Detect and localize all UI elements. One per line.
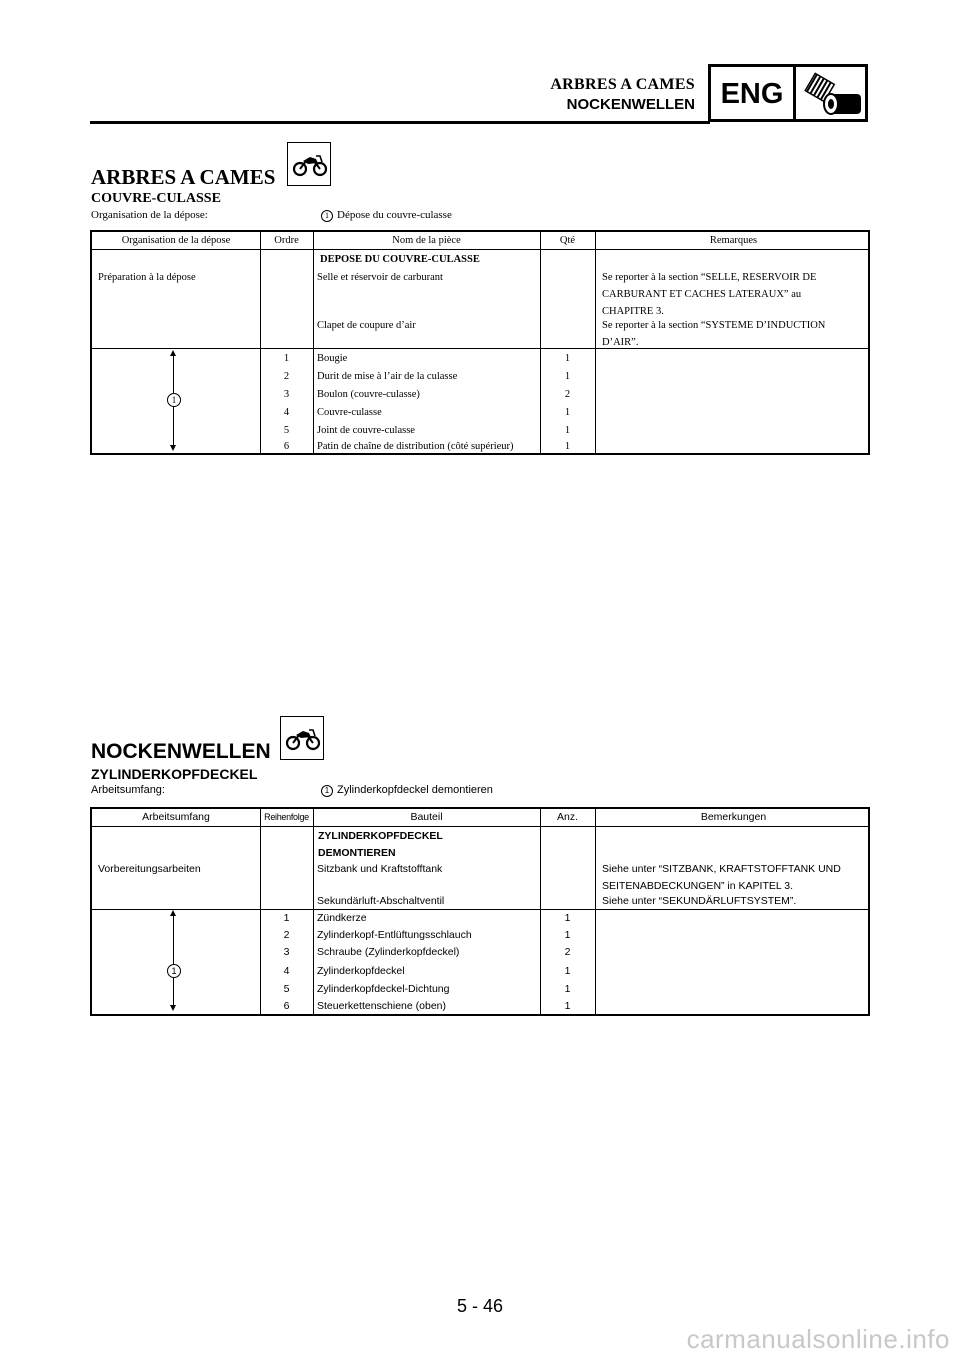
row-part: Zylinderkopf-Entlüftungsschlauch [317, 929, 472, 941]
section-title-fr: ARBRES A CAMES [91, 165, 276, 189]
bracket-arrow-down [170, 445, 176, 451]
section-code: ENG [720, 78, 784, 110]
prep-item: Sitzbank und Kraftstofftank [317, 863, 443, 875]
scope-label-fr: Organisation de la dépose: [91, 209, 208, 221]
row-part: Joint de couvre-culasse [317, 425, 415, 436]
header-title-fr: ARBRES A CAMES [550, 76, 695, 93]
section-tab [708, 64, 868, 122]
prep-heading: DEPOSE DU COUVRE-CULASSE [320, 254, 480, 265]
scope-label-de: Arbeitsumfang: [91, 784, 165, 796]
scope-number-de: 1 [321, 785, 333, 797]
row-part: Durit de mise à l’air de la culasse [317, 371, 458, 382]
prep-item: Selle et réservoir de carburant [317, 272, 443, 283]
header-rule [90, 121, 710, 124]
column-divider [595, 232, 596, 453]
col-header-qte: Qté [559, 235, 576, 246]
row-qty: 1 [564, 353, 571, 364]
row-order: 3 [283, 946, 290, 958]
row-order: 2 [283, 929, 290, 941]
col-header-bauteil: Bauteil [410, 811, 443, 823]
bracket-number: 1 [167, 964, 181, 978]
scope-number-fr: 1 [321, 210, 333, 222]
page-number: 5 - 46 [456, 1296, 504, 1316]
camshaft-icon [801, 70, 867, 123]
row-order: 1 [283, 353, 290, 364]
col-header-reihenfolge: Reihenfolge [264, 812, 309, 822]
row-order: 6 [283, 1000, 290, 1012]
row-order: 1 [283, 912, 290, 924]
section-rule [92, 909, 868, 910]
removal-table-de [90, 807, 870, 1016]
row-qty: 1 [564, 965, 571, 977]
motorcycle-icon [280, 716, 324, 760]
prep-remark: Se reporter à la section “SYSTEME D’INDUCTION D’AIR”. [602, 320, 826, 348]
row-qty: 1 [564, 425, 571, 436]
column-divider [313, 232, 314, 453]
row-order: 3 [283, 389, 290, 400]
col-header-anz: Anz. [556, 811, 578, 823]
row-part: Couvre-culasse [317, 407, 382, 418]
prep-label: Préparation à la dépose [98, 272, 196, 283]
scope-text-de: Zylinderkopfdeckel demontieren [337, 784, 493, 796]
section-rule [92, 348, 868, 349]
prep-label: Vorbereitungsarbeiten [98, 863, 201, 875]
column-divider [313, 809, 314, 1014]
watermark: carmanualsonline.info [686, 1324, 950, 1354]
row-part: Schraube (Zylinderkopfdeckel) [317, 946, 460, 958]
row-qty: 2 [564, 946, 571, 958]
bracket-line [173, 915, 174, 1007]
prep-remark: Se reporter à la section “SELLE, RESERVOIR DE CARBURANT ET CACHES LATERAUX” au CHAPITRE 3. [602, 272, 817, 317]
row-part: Zündkerze [317, 912, 367, 924]
section-title-de: NOCKENWELLEN [91, 740, 271, 763]
prep-item: Clapet de coupure d’air [317, 320, 416, 331]
bracket-number: 1 [167, 393, 181, 407]
column-divider [595, 809, 596, 1014]
scope-value-de [321, 784, 493, 797]
removal-table-fr [90, 230, 870, 455]
col-header-remarques: Remarques [709, 235, 758, 246]
scope-text-fr: Dépose du couvre-culasse [337, 209, 452, 221]
row-part: Zylinderkopfdeckel [317, 965, 405, 977]
section-tab-divider [793, 67, 796, 119]
row-qty: 1 [564, 912, 571, 924]
header-rule [92, 249, 868, 250]
col-header-bemerkungen: Bemerkungen [700, 811, 767, 823]
row-order: 4 [283, 965, 290, 977]
row-order: 6 [283, 441, 290, 452]
subtitle-de: ZYLINDERKOPFDECKEL [91, 766, 258, 782]
row-qty: 1 [564, 929, 571, 941]
row-order: 2 [283, 371, 290, 382]
row-qty: 1 [564, 983, 571, 995]
row-part: Patin de chaîne de distribution (côté supérieur) [317, 441, 514, 452]
scope-value-fr [321, 209, 452, 222]
row-part: Bougie [317, 353, 348, 364]
row-order: 4 [283, 407, 290, 418]
row-order: 5 [283, 983, 290, 995]
col-header-ordre: Ordre [274, 235, 299, 246]
row-qty: 1 [564, 407, 571, 418]
header-title-de: NOCKENWELLEN [566, 96, 695, 113]
motorcycle-icon [287, 142, 331, 186]
row-qty: 1 [564, 1000, 571, 1012]
row-part: Steuerkettenschiene (oben) [317, 1000, 446, 1012]
bracket-arrow-down [170, 1005, 176, 1011]
prep-heading: ZYLINDERKOPFDECKEL DEMONTIEREN [318, 830, 443, 859]
row-part: Zylinderkopfdeckel-Dichtung [317, 983, 450, 995]
row-order: 5 [283, 425, 290, 436]
row-part: Boulon (couvre-culasse) [317, 389, 420, 400]
row-qty: 1 [564, 441, 571, 452]
prep-item: Sekundärluft-Abschaltventil [317, 895, 445, 907]
prep-remark: Siehe unter “SEKUNDÄRLUFTSYSTEM”. [602, 895, 797, 907]
col-header-nom: Nom de la pièce [392, 235, 461, 246]
row-qty: 2 [564, 389, 571, 400]
row-qty: 1 [564, 371, 571, 382]
header-rule [92, 826, 868, 827]
subtitle-fr: COUVRE-CULASSE [91, 191, 221, 206]
prep-remark: Siehe unter “SITZBANK, KRAFTSTOFFTANK UND SEITENABDECKUNGEN” in KAPITEL 3. [602, 863, 841, 892]
col-header-arbeitsumfang: Arbeitsumfang [142, 811, 210, 823]
col-header-organisation: Organisation de la dépose [121, 235, 231, 246]
